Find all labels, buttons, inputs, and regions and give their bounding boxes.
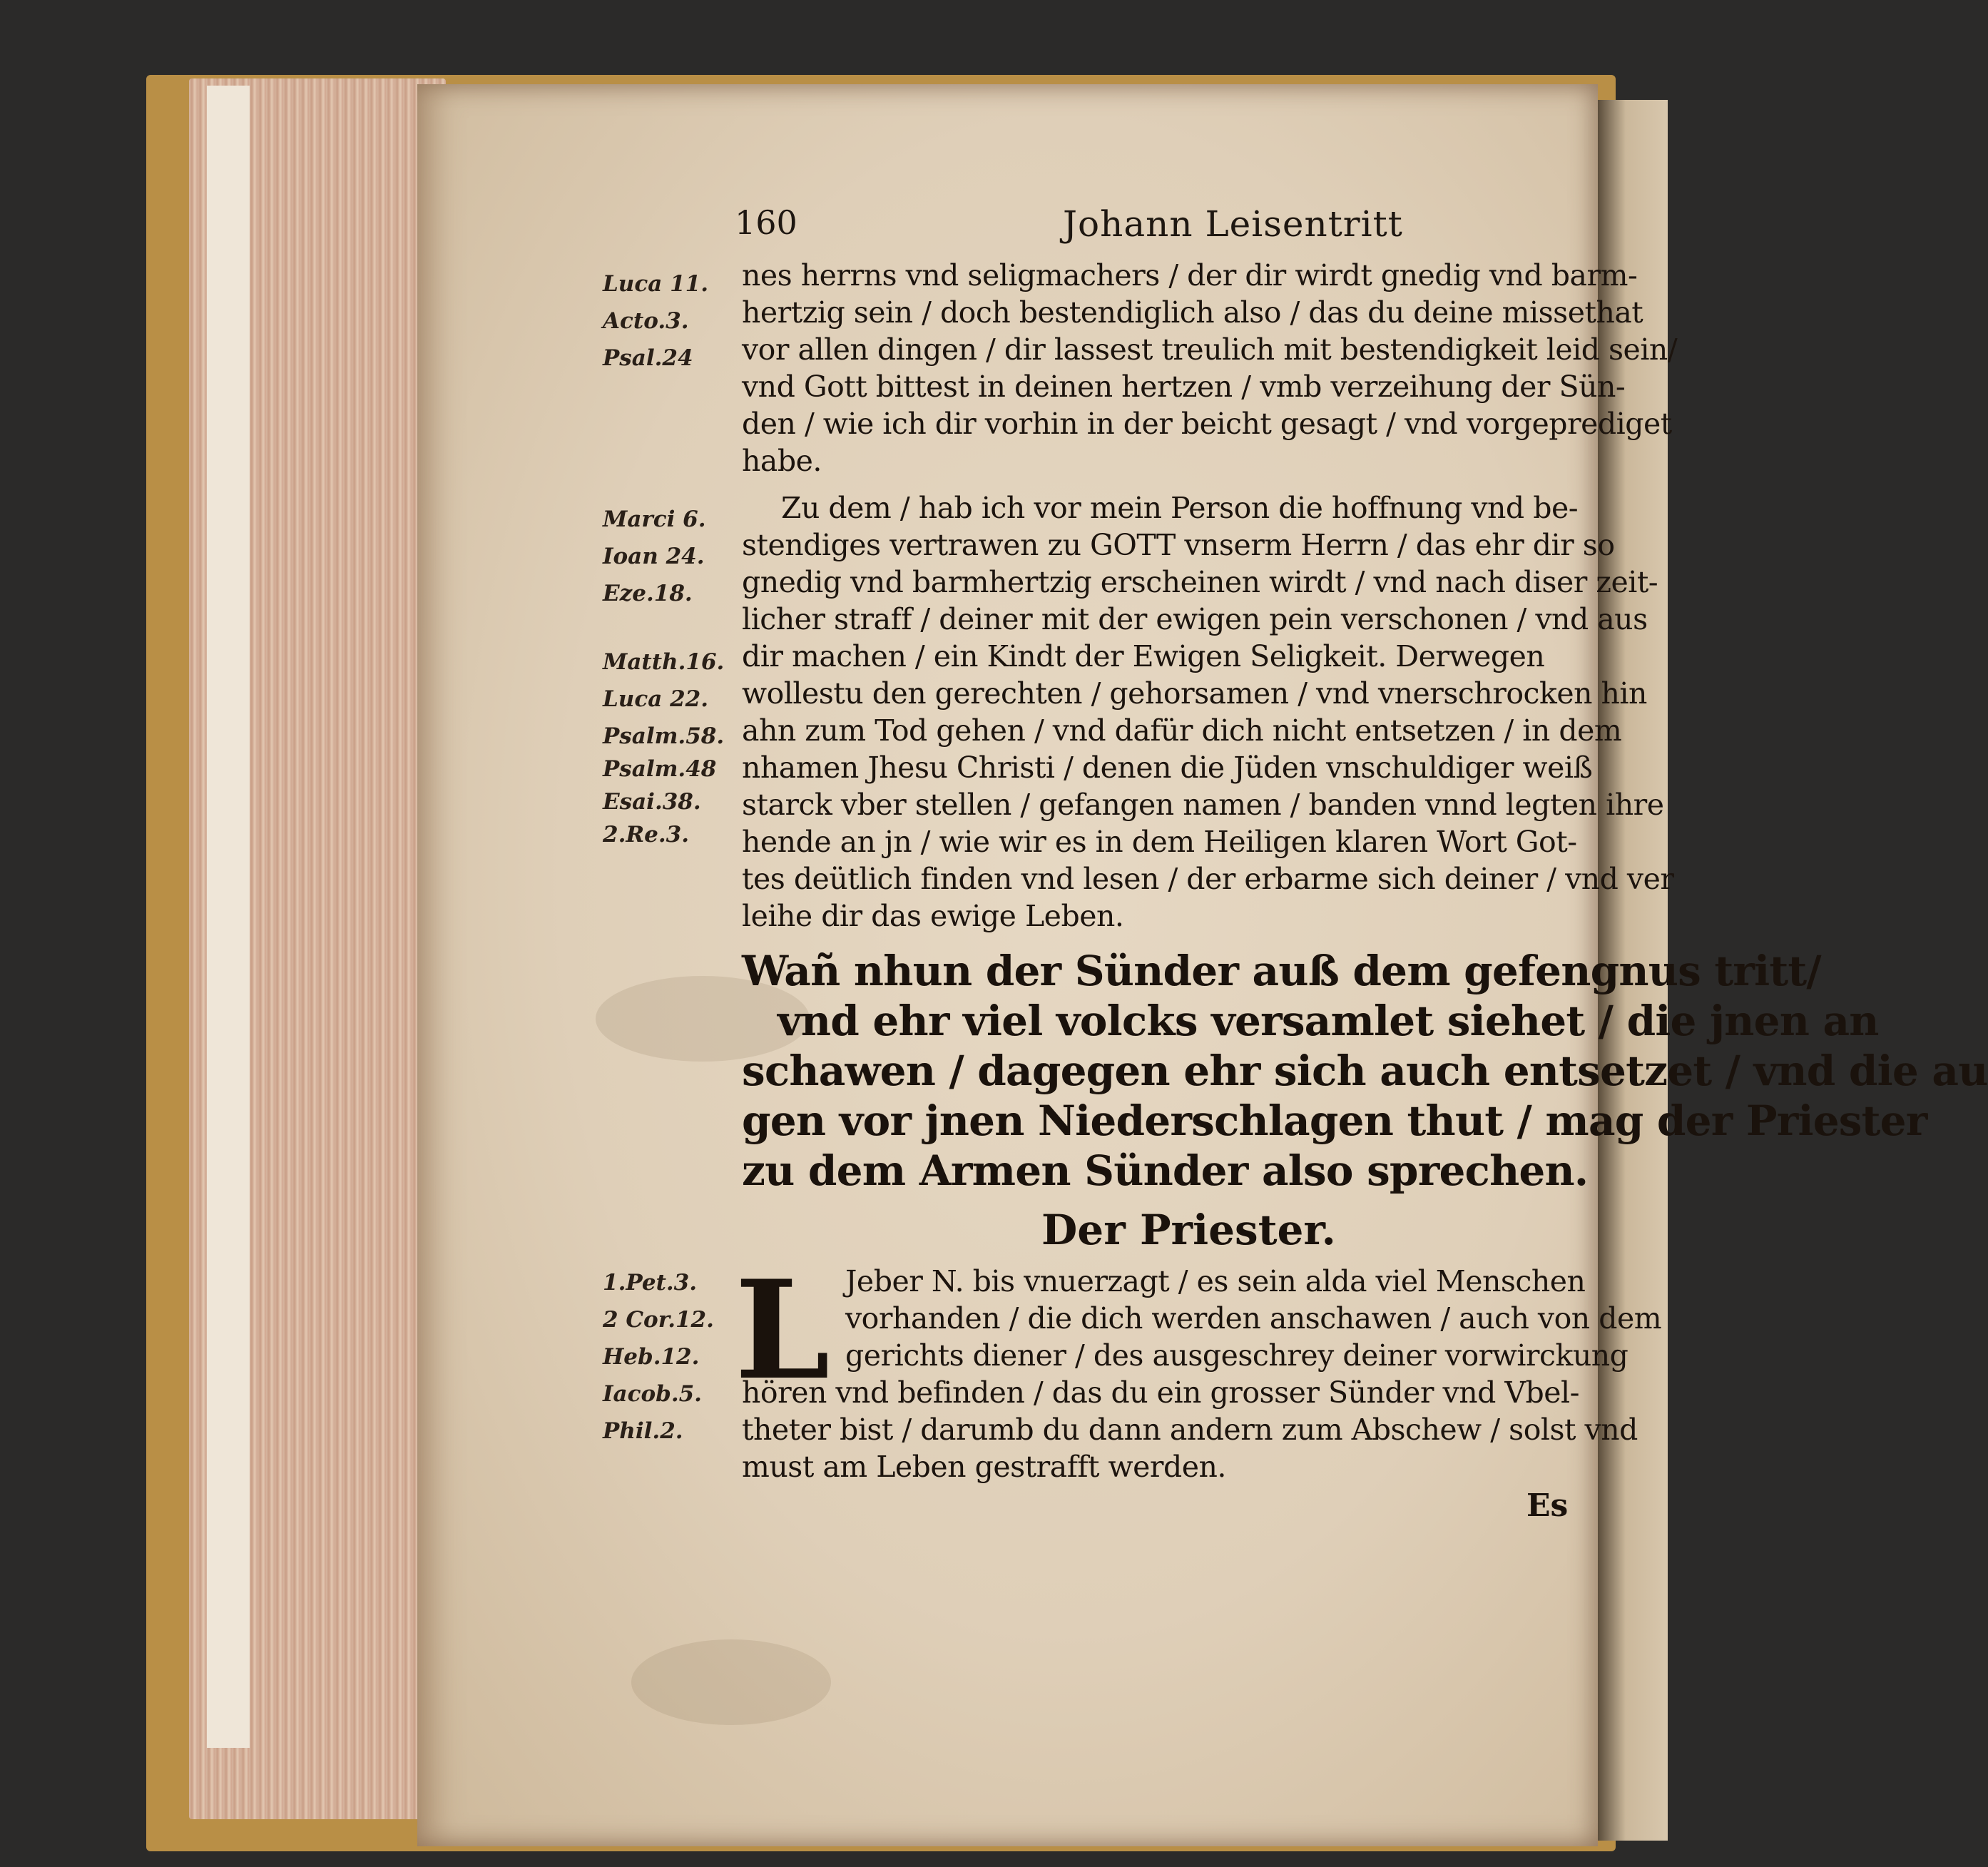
text-line: Zu dem / hab ich vor mein Person die hoffnung vnd be-	[781, 491, 1579, 525]
text-line: gerichts diener / des ausgeschrey deiner vorwirckung	[845, 1338, 1628, 1373]
rubric-line: zu dem Armen Sünder also sprechen.	[742, 1146, 1589, 1195]
margin-note: Ioan 24.	[603, 544, 705, 569]
margin-note: Psal.24	[603, 345, 693, 371]
text-line: vnd Gott bittest in deinen hertzen / vmb verzeihung der Sün-	[742, 370, 1626, 404]
text-line: leihe dir das ewige Leben.	[742, 899, 1124, 933]
text-line: hende an jn / wie wir es in dem Heiligen klaren Wort Got-	[742, 825, 1577, 859]
running-title: Johann Leisentritt	[1063, 203, 1403, 245]
margin-note: Acto.3.	[603, 308, 689, 334]
text-line: hören vnd befinden / das du ein grosser Sünder vnd Vbel-	[742, 1375, 1579, 1410]
text-line: hertzig sein / doch bestendiglich also / das du deine missethat	[742, 295, 1643, 330]
text-line: starck vber stellen / gefangen namen / banden vnnd legten ihre	[742, 788, 1664, 822]
text-line: wollestu den gerechten / gehorsamen / vnd vnerschrocken hin	[742, 676, 1647, 711]
text-line: licher straff / deiner mit der ewigen pein verschonen / vnd aus	[742, 602, 1648, 636]
margin-note: Iacob.5.	[603, 1381, 702, 1407]
text-line: nes herrns vnd seligmachers / der dir wirdt gnedig vnd barm-	[742, 258, 1638, 292]
margin-note: Heb.12.	[603, 1344, 700, 1370]
text-line: gnedig vnd barmhertzig erscheinen wirdt / vnd nach diser zeit-	[742, 565, 1658, 599]
text-line: habe.	[742, 444, 822, 478]
margin-note: Psalm.58.	[603, 723, 725, 749]
margin-note: Luca 22.	[603, 686, 709, 712]
margin-note: Eze.18.	[603, 581, 693, 606]
page-number: 160	[735, 203, 797, 242]
ink-bleed-stain	[631, 1639, 831, 1725]
margin-note: 2.Re.3.	[603, 822, 690, 848]
section-heading: Der Priester.	[1041, 1206, 1336, 1254]
margin-note: Phil.2.	[603, 1418, 683, 1444]
margin-note: 1.Pet.3.	[603, 1270, 698, 1296]
text-line: nhamen Jhesu Christi / denen die Jüden vnschuldiger weiß	[742, 751, 1593, 785]
rubric-line: Wañ nhun der Sünder auß dem gefengnus tritt/	[742, 947, 1821, 995]
text-line: theter bist / darumb du dann andern zum Abschew / solst vnd	[742, 1413, 1638, 1447]
margin-note: Marci 6.	[603, 507, 706, 532]
text-line: vor allen dingen / dir lassest treulich mit bestendigkeit leid sein/	[742, 332, 1678, 367]
text-line: tes deütlich finden vnd lesen / der erbarme sich deiner / vnd ver	[742, 862, 1674, 896]
catchword: Es	[1526, 1487, 1569, 1524]
text-line: ahn zum Tod gehen / vnd dafür dich nicht entsetzen / in dem	[742, 713, 1622, 748]
margin-note: Matth.16.	[603, 649, 725, 675]
rubric-line: schawen / dagegen ehr sich auch entsetzet / vnd die au	[742, 1047, 1988, 1095]
margin-note: 2 Cor.12.	[603, 1307, 714, 1333]
margin-note: Psalm.48	[603, 756, 717, 782]
running-head	[735, 203, 1605, 253]
margin-note: Esai.38.	[603, 789, 701, 815]
drop-cap: L	[735, 1251, 830, 1410]
endpaper-edge	[207, 86, 250, 1748]
margin-note: Luca 11.	[603, 271, 709, 297]
text-line: vorhanden / die dich werden anschawen / auch von dem	[845, 1301, 1662, 1336]
text-line: stendiges vertrawen zu GOTT vnserm Herrn / das ehr dir so	[742, 528, 1615, 562]
rubric-line: gen vor jnen Niederschlagen thut / mag der Priester	[742, 1097, 1927, 1145]
text-line: must am Leben gestrafft werden.	[742, 1450, 1226, 1484]
rubric-line: vnd ehr viel volcks versamlet siehet / die jnen an	[778, 997, 1879, 1045]
text-line: dir machen / ein Kindt der Ewigen Seligkeit. Derwegen	[742, 639, 1545, 673]
text-line: den / wie ich dir vorhin in der beicht gesagt / vnd vorgeprediget	[742, 407, 1672, 441]
text-line: Jeber N. bis vnuerzagt / es sein alda viel Menschen	[845, 1264, 1586, 1298]
